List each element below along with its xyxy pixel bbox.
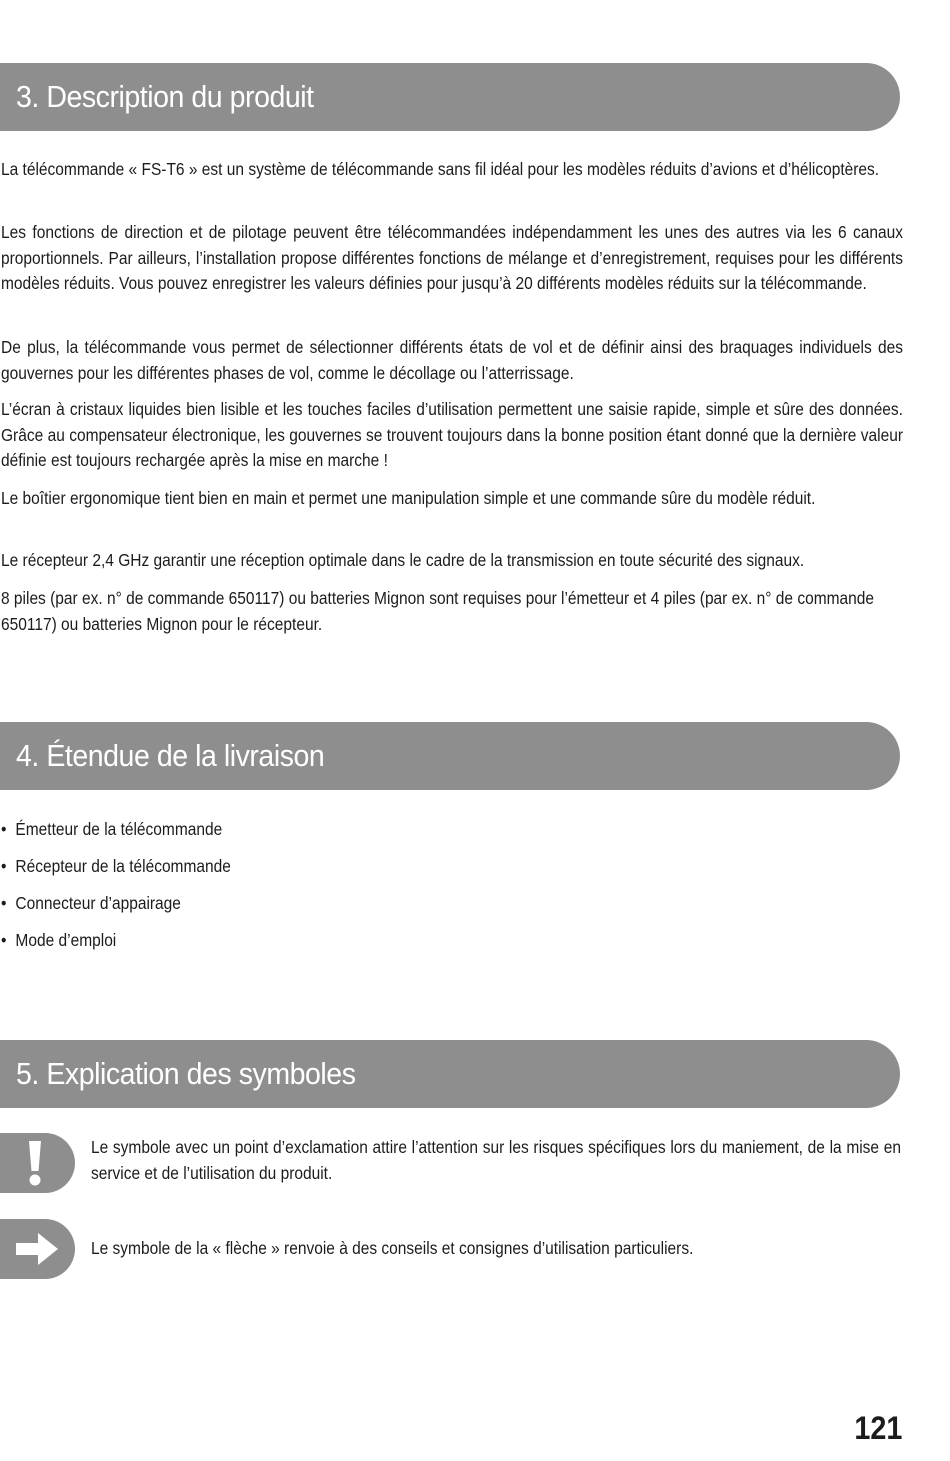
paragraph: La télécommande « FS-T6 » est un système de télécommande sans fil idéal pour les modèles réduits d’avions et d’hélicoptères. — [1, 159, 880, 179]
paragraph: 8 piles (par ex. n° de commande 650117) ou batteries Mignon sont requises pour l’émetteur et 4 piles (par ex. n° de commande 650117) ou batteries Mignon pour le récepteur. — [1, 588, 875, 634]
paragraph: Le récepteur 2,4 GHz garantir une réception optimale dans le cadre de la transmission en toute sécurité des signaux. — [1, 550, 805, 570]
symbol-description: Le symbole de la « flèche » renvoie à des conseils et consignes d’utilisation particuliers. — [91, 1238, 694, 1258]
bullet: • — [1, 930, 7, 950]
list-item-label: Mode d’emploi — [15, 930, 117, 950]
list-item-label: Récepteur de la télécommande — [15, 856, 231, 876]
section-header-delivery — [0, 722, 900, 790]
list-item — [1, 817, 231, 854]
list-item — [1, 854, 231, 891]
section-header-symbols — [0, 1040, 900, 1108]
list-item — [1, 928, 231, 965]
section-title: 3. Description du produit — [16, 79, 314, 114]
bullet: • — [1, 819, 7, 839]
list-item-label: Émetteur de la télécommande — [15, 819, 223, 839]
list-item-label: Connecteur d’appairage — [15, 893, 181, 913]
paragraph: L’écran à cristaux liquides bien lisible et les touches faciles d’utilisation permettent une saisie rapide, simple et sûre des données. Grâce au compensateur électronique, les gouvernes se trouvent toujours dans la bonne position étant donné que la dernière valeur définie est toujours rechargée après la mise en marche ! — [1, 399, 903, 470]
bullet: • — [1, 893, 7, 913]
paragraph: De plus, la télécommande vous permet de sélectionner différents états de vol et de définir ainsi des braquages individuels des gouvernes pour les différentes phases de vol, comme le décollage ou l’atterrissage. — [1, 337, 903, 383]
symbol-description: Le symbole avec un point d’exclamation attire l’attention sur les risques spécifiques lors du maniement, de la mise en service et de l’utilisation du produit. — [91, 1137, 901, 1183]
section-header-description — [0, 63, 900, 131]
delivery-list — [1, 817, 256, 965]
paragraph: Les fonctions de direction et de pilotage peuvent être télécommandées indépendamment les unes des autres via les 6 canaux proportionnels. Par ailleurs, l’installation propose différentes fonctions de mélange et d’enregistrement, requises pour les différents modèles réduits. Vous pouvez enregistrer les valeurs définies pour jusqu’à 20 différents modèles réduits sur la télécommande. — [1, 222, 903, 293]
section-title: 5. Explication des symboles — [16, 1056, 356, 1091]
list-item — [1, 891, 231, 928]
paragraph: Le boîtier ergonomique tient bien en main et permet une manipulation simple et une commande sûre du modèle réduit. — [1, 488, 816, 508]
page-number: 121 — [853, 1410, 902, 1446]
section-title: 4. Étendue de la livraison — [16, 738, 325, 773]
arrow-right-icon — [0, 1219, 75, 1279]
bullet: • — [1, 856, 7, 876]
exclamation-icon — [0, 1133, 75, 1193]
